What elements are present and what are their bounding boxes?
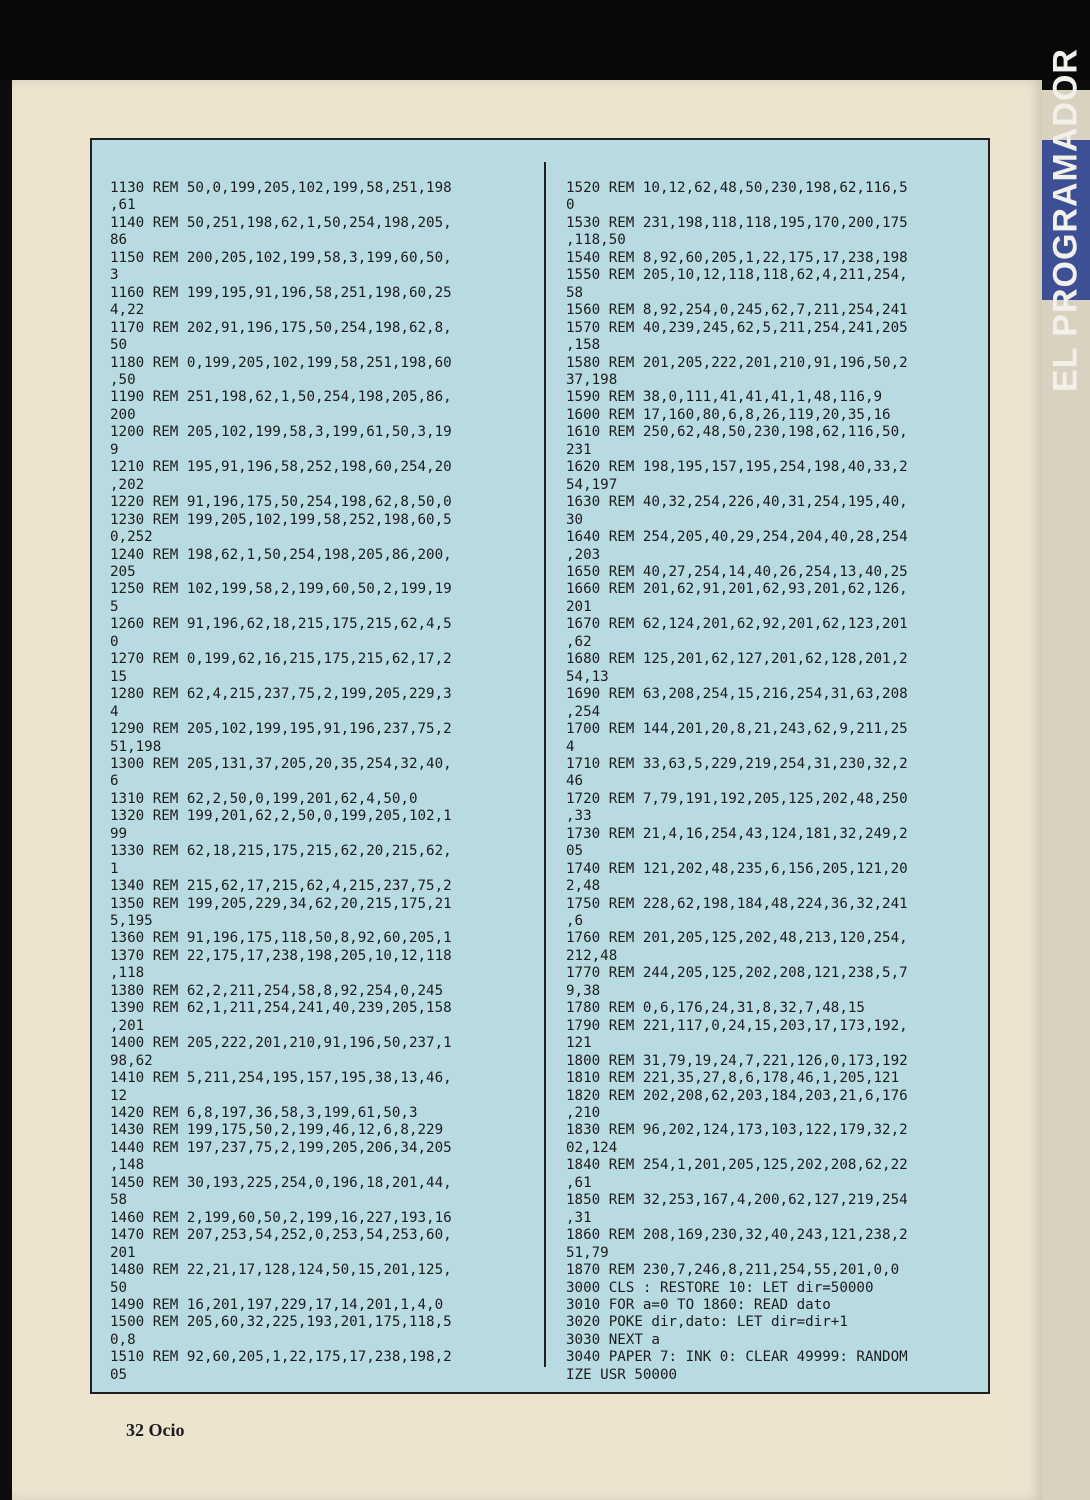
- listing-line: 1540 REM 8,92,60,205,1,22,175,17,238,198: [566, 249, 908, 266]
- listing-line: 05: [110, 1366, 128, 1383]
- listing-line: ,203: [566, 546, 601, 563]
- listing-line: 1400 REM 205,222,201,210,91,196,50,237,1: [110, 1035, 452, 1052]
- listing-line: ,201: [110, 1017, 145, 1034]
- listing-line: 4,22: [110, 302, 145, 319]
- listing-line: 201: [110, 1244, 136, 1261]
- listing-line: 1280 REM 62,4,215,237,75,2,199,205,229,3: [110, 686, 452, 703]
- listing-line: ,202: [110, 476, 145, 493]
- listing-line: 1500 REM 205,60,32,225,193,201,175,118,5: [110, 1314, 452, 1331]
- listing-line: 99: [110, 825, 128, 842]
- listing-line: 1730 REM 21,4,16,254,43,124,181,32,249,2: [566, 825, 908, 842]
- listing-line: ,158: [566, 337, 601, 354]
- listing-line: 212,48: [566, 947, 618, 964]
- listing-line: 51,198: [110, 738, 162, 755]
- listing-line: 205: [110, 563, 136, 580]
- listing-line: 1650 REM 40,27,254,14,40,26,254,13,40,25: [566, 563, 908, 580]
- listing-line: 1670 REM 62,124,201,62,92,201,62,123,201: [566, 616, 908, 633]
- listing-line: 1760 REM 201,205,125,202,48,213,120,254,: [566, 930, 908, 947]
- listing-line: 4: [566, 738, 575, 755]
- listing-line: 1800 REM 31,79,19,24,7,221,126,0,173,192: [566, 1052, 908, 1069]
- listing-line: ,210: [566, 1105, 601, 1122]
- listing-line: 30: [566, 511, 584, 528]
- listing-line: 1240 REM 198,62,1,50,254,198,205,86,200,: [110, 546, 452, 563]
- listing-line: 1710 REM 33,63,5,229,219,254,31,230,32,2: [566, 755, 908, 772]
- listing-line: 1200 REM 205,102,199,58,3,199,61,50,3,19: [110, 424, 452, 441]
- listing-line: 1530 REM 231,198,118,118,195,170,200,175: [566, 214, 908, 231]
- listing-line: 1230 REM 199,205,102,199,58,252,198,60,5: [110, 511, 452, 528]
- listing-line: 1: [110, 860, 119, 877]
- listing-line: 3020 POKE dir,dato: LET dir=dir+1: [566, 1314, 848, 1331]
- listing-line: 1830 REM 96,202,124,173,103,122,179,32,2: [566, 1122, 908, 1139]
- listing-line: 3010 FOR a=0 TO 1860: READ dato: [566, 1297, 831, 1313]
- listing-line: 1170 REM 202,91,196,175,50,254,198,62,8,: [110, 319, 452, 336]
- listing-line: 1310 REM 62,2,50,0,199,201,62,4,50,0: [110, 790, 418, 807]
- listing-line: 1870 REM 230,7,246,8,211,254,55,201,0,0: [566, 1262, 900, 1279]
- listing-line: 58: [110, 1192, 128, 1209]
- listing-line: 1580 REM 201,205,222,201,210,91,196,50,2: [566, 354, 908, 371]
- listing-line: 58: [566, 284, 584, 301]
- listing-line: 1660 REM 201,62,91,201,62,93,201,62,126,: [566, 581, 908, 598]
- page-folio: 32 Ocio: [126, 1420, 185, 1440]
- listing-line: 50: [110, 1279, 128, 1296]
- listing-line: ,6: [566, 913, 584, 930]
- listing-column-left: [110, 180, 530, 1384]
- listing-line: 1750 REM 228,62,198,184,48,224,36,32,241: [566, 895, 908, 912]
- listing-line: 1380 REM 62,2,211,254,58,8,92,254,0,245: [110, 982, 444, 999]
- listing-line: 1360 REM 91,196,175,118,50,8,92,60,205,1: [110, 930, 452, 947]
- listing-line: 1740 REM 121,202,48,235,6,156,205,121,20: [566, 860, 908, 877]
- listing-line: 1270 REM 0,199,62,16,215,175,215,62,17,2: [110, 651, 452, 668]
- listing-line: 1370 REM 22,175,17,238,198,205,10,12,118: [110, 947, 452, 964]
- section-tab-label: EL PROGRAMADOR: [1046, 48, 1085, 392]
- listing-line: 1460 REM 2,199,60,50,2,199,16,227,193,16: [110, 1209, 452, 1226]
- listing-line: 1520 REM 10,12,62,48,50,230,198,62,116,5: [566, 180, 908, 196]
- section-tab: [1042, 48, 1090, 392]
- listing-line: 0: [566, 197, 575, 214]
- listing-line: 1390 REM 62,1,211,254,241,40,239,205,158: [110, 1000, 452, 1017]
- listing-line: 200: [110, 406, 136, 423]
- listing-line: 1300 REM 205,131,37,205,20,35,254,32,40,: [110, 755, 452, 772]
- listing-line: 1810 REM 221,35,27,8,6,178,46,1,205,121: [566, 1070, 900, 1087]
- listing-line: 1430 REM 199,175,50,2,199,46,12,6,8,229: [110, 1122, 444, 1139]
- listing-line: ,50: [110, 371, 136, 388]
- listing-line: 1210 REM 195,91,196,58,252,198,60,254,20: [110, 459, 452, 476]
- listing-line: 0,252: [110, 529, 153, 546]
- listing-line: ,33: [566, 808, 592, 825]
- listing-line: ,118: [110, 965, 145, 982]
- column-divider: [544, 162, 546, 1367]
- listing-line: 1470 REM 207,253,54,252,0,253,54,253,60,: [110, 1227, 452, 1244]
- listing-line: 1440 REM 197,237,75,2,199,205,206,34,205: [110, 1139, 452, 1156]
- listing-line: 50: [110, 337, 128, 354]
- listing-line: 1140 REM 50,251,198,62,1,50,254,198,205,: [110, 214, 452, 231]
- listing-line: 1330 REM 62,18,215,175,215,62,20,215,62,: [110, 843, 452, 860]
- listing-line: 3040 PAPER 7: INK 0: CLEAR 49999: RANDOM: [566, 1349, 908, 1366]
- listing-line: 15: [110, 668, 128, 685]
- listing-line: 1490 REM 16,201,197,229,17,14,201,1,4,0: [110, 1297, 444, 1313]
- listing-line: 1130 REM 50,0,199,205,102,199,58,251,198: [110, 180, 452, 196]
- listing-line: 5,195: [110, 913, 153, 930]
- listing-line: 1450 REM 30,193,225,254,0,196,18,201,44,: [110, 1174, 452, 1191]
- listing-line: 9: [110, 441, 119, 458]
- listing-line: 1820 REM 202,208,62,203,184,203,21,6,176: [566, 1087, 908, 1104]
- listing-line: 1350 REM 199,205,229,34,62,20,215,175,21: [110, 895, 452, 912]
- listing-line: 02,124: [566, 1139, 618, 1156]
- listing-line: 231: [566, 441, 592, 458]
- listing-line: ,118,50: [566, 232, 626, 249]
- listing-line: 0: [110, 633, 119, 650]
- listing-line: 51,79: [566, 1244, 609, 1261]
- listing-line: ,62: [566, 633, 592, 650]
- listing-line: ,61: [110, 197, 136, 214]
- listing-line: 5: [110, 598, 119, 615]
- listing-line: 1700 REM 144,201,20,8,21,243,62,9,211,25: [566, 721, 908, 738]
- listing-line: 86: [110, 232, 128, 249]
- listing-line: 1190 REM 251,198,62,1,50,254,198,205,86,: [110, 389, 452, 406]
- listing-line: 1690 REM 63,208,254,15,216,254,31,63,208: [566, 686, 908, 703]
- listing-line: 54,197: [566, 476, 618, 493]
- listing-line: 1220 REM 91,196,175,50,254,198,62,8,50,0: [110, 494, 452, 511]
- listing-line: 54,13: [566, 668, 609, 685]
- program-listing-box: [90, 138, 990, 1394]
- listing-line: ,148: [110, 1157, 145, 1174]
- listing-line: 121: [566, 1035, 592, 1052]
- listing-line: 6: [110, 773, 119, 790]
- top-dark-band: [0, 0, 1090, 80]
- listing-line: 1610 REM 250,62,48,50,230,198,62,116,50,: [566, 424, 908, 441]
- listing-line: 1860 REM 208,169,230,32,40,243,121,238,2: [566, 1227, 908, 1244]
- listing-line: 1640 REM 254,205,40,29,254,204,40,28,254: [566, 529, 908, 546]
- listing-line: 98,62: [110, 1052, 153, 1069]
- listing-line: 1250 REM 102,199,58,2,199,60,50,2,199,19: [110, 581, 452, 598]
- listing-line: 1410 REM 5,211,254,195,157,195,38,13,46,: [110, 1070, 452, 1087]
- listing-line: 3000 CLS : RESTORE 10: LET dir=50000: [566, 1279, 874, 1296]
- listing-line: 1180 REM 0,199,205,102,199,58,251,198,60: [110, 354, 452, 371]
- listing-line: 3: [110, 267, 119, 284]
- listing-line: 201: [566, 598, 592, 615]
- listing-line: ,61: [566, 1174, 592, 1191]
- listing-line: 1290 REM 205,102,199,195,91,196,237,75,2: [110, 721, 452, 738]
- listing-line: 3030 NEXT a: [566, 1331, 660, 1348]
- listing-line: 46: [566, 773, 584, 790]
- listing-line: 1680 REM 125,201,62,127,201,62,128,201,2: [566, 651, 908, 668]
- listing-line: 12: [110, 1087, 128, 1104]
- listing-line: 1150 REM 200,205,102,199,58,3,199,60,50,: [110, 249, 452, 266]
- listing-line: 1590 REM 38,0,111,41,41,41,1,48,116,9: [566, 389, 883, 406]
- listing-line: 1770 REM 244,205,125,202,208,121,238,5,7: [566, 965, 908, 982]
- listing-line: IZE USR 50000: [566, 1366, 678, 1383]
- listing-line: 1850 REM 32,253,167,4,200,62,127,219,254: [566, 1192, 908, 1209]
- listing-line: 1720 REM 7,79,191,192,205,125,202,48,250: [566, 790, 908, 807]
- listing-line: 0,8: [110, 1331, 136, 1348]
- listing-line: 1550 REM 205,10,12,118,118,62,4,211,254,: [566, 267, 908, 284]
- listing-line: ,31: [566, 1209, 592, 1226]
- listing-line: 4: [110, 703, 119, 720]
- listing-line: ,254: [566, 703, 601, 720]
- listing-line: 1510 REM 92,60,205,1,22,175,17,238,198,2: [110, 1349, 452, 1366]
- listing-line: 1570 REM 40,239,245,62,5,211,254,241,205: [566, 319, 908, 336]
- listing-line: 1620 REM 198,195,157,195,254,198,40,33,2: [566, 459, 908, 476]
- listing-line: 1160 REM 199,195,91,196,58,251,198,60,25: [110, 284, 452, 301]
- listing-line: 1260 REM 91,196,62,18,215,175,215,62,4,5: [110, 616, 452, 633]
- listing-line: 9,38: [566, 982, 601, 999]
- listing-line: 1840 REM 254,1,201,205,125,202,208,62,22: [566, 1157, 908, 1174]
- listing-line: 1600 REM 17,160,80,6,8,26,119,20,35,16: [566, 406, 891, 423]
- listing-line: 1630 REM 40,32,254,226,40,31,254,195,40,: [566, 494, 908, 511]
- listing-line: 1780 REM 0,6,176,24,31,8,32,7,48,15: [566, 1000, 865, 1017]
- listing-column-right: [566, 180, 986, 1384]
- listing-line: 37,198: [566, 371, 618, 388]
- listing-line: 1790 REM 221,117,0,24,15,203,17,173,192,: [566, 1017, 908, 1034]
- listing-line: 1480 REM 22,21,17,128,124,50,15,201,125,: [110, 1262, 452, 1279]
- listing-line: 1320 REM 199,201,62,2,50,0,199,205,102,1: [110, 808, 452, 825]
- listing-line: 05: [566, 843, 584, 860]
- listing-line: 1420 REM 6,8,197,36,58,3,199,61,50,3: [110, 1105, 418, 1122]
- listing-line: 1560 REM 8,92,254,0,245,62,7,211,254,241: [566, 302, 908, 319]
- listing-line: 1340 REM 215,62,17,215,62,4,215,237,75,2: [110, 878, 452, 895]
- listing-line: 2,48: [566, 878, 601, 895]
